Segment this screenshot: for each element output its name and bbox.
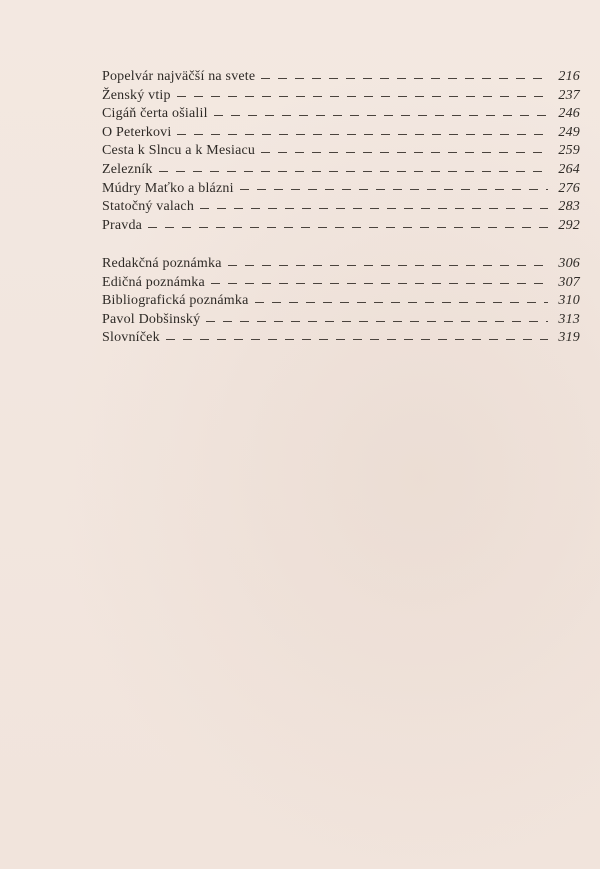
dash-leader (177, 96, 548, 97)
toc-entry (102, 180, 580, 199)
toc-entry-title: Pravda (102, 217, 143, 233)
toc-entry-title: Pavol Dobšinský (102, 311, 201, 327)
toc-entry-title: O Peterkovi (102, 124, 172, 140)
dash-leader (159, 171, 548, 172)
toc-entry-title: Zelezník (102, 161, 153, 177)
toc-entry-page: 259 (558, 143, 580, 159)
toc-entry (102, 255, 580, 274)
toc-entry-page: 237 (558, 87, 580, 103)
dash-leader (148, 227, 548, 228)
toc-entry-title: Popelvár najväčší na svete (102, 69, 256, 84)
toc-entry-page: 264 (558, 161, 580, 177)
dash-leader (240, 189, 548, 190)
toc-entry-title: Cesta k Slncu a k Mesiacu (102, 143, 256, 159)
toc-entry-page: 307 (558, 274, 580, 290)
dash-leader (261, 78, 548, 79)
toc-entry (102, 274, 580, 293)
toc-entry-title: Bibliografická poznámka (102, 293, 249, 309)
toc-entry-title: Statočný valach (102, 199, 195, 215)
toc-entry-title: Redakčná poznámka (102, 256, 222, 271)
toc-entry-title: Edičná poznámka (102, 274, 205, 290)
toc-entry-page: 306 (558, 256, 580, 271)
toc-entry (102, 142, 580, 161)
toc-entry-page: 283 (558, 199, 580, 215)
toc-entry-page: 310 (558, 293, 580, 309)
toc-entry (102, 217, 580, 236)
toc-entry-page: 246 (558, 106, 580, 122)
toc-entry (102, 198, 580, 217)
toc-entry-page: 249 (558, 124, 580, 140)
toc-entry-page: 319 (558, 330, 580, 346)
toc-entry (102, 68, 580, 87)
dash-leader (255, 302, 549, 303)
dash-leader (261, 152, 548, 153)
toc-entry-title: Cigáň čerta ošialil (102, 106, 208, 122)
dash-leader (177, 134, 548, 135)
toc-entry-page: 216 (558, 69, 580, 84)
toc-entry-title: Múdry Maťko a blázni (102, 180, 234, 196)
dash-leader (200, 208, 548, 209)
table-of-contents-stories (102, 68, 580, 235)
toc-entry-page: 313 (558, 311, 580, 327)
table-of-contents-appendix (102, 255, 580, 348)
dash-leader (228, 265, 548, 266)
toc-entry (102, 124, 580, 143)
dash-leader (206, 321, 548, 322)
toc-entry (102, 329, 580, 348)
dash-leader (214, 115, 548, 116)
toc-entry-page: 292 (558, 217, 580, 233)
toc-entry (102, 87, 580, 106)
toc-entry-title: Ženský vtip (102, 87, 171, 103)
toc-entry (102, 292, 580, 311)
toc-entry-page: 276 (558, 180, 580, 196)
toc-entry (102, 105, 580, 124)
toc-entry (102, 161, 580, 180)
dash-leader (166, 339, 548, 340)
toc-entry-title: Slovníček (102, 330, 160, 346)
toc-entry (102, 311, 580, 330)
dash-leader (211, 283, 548, 284)
